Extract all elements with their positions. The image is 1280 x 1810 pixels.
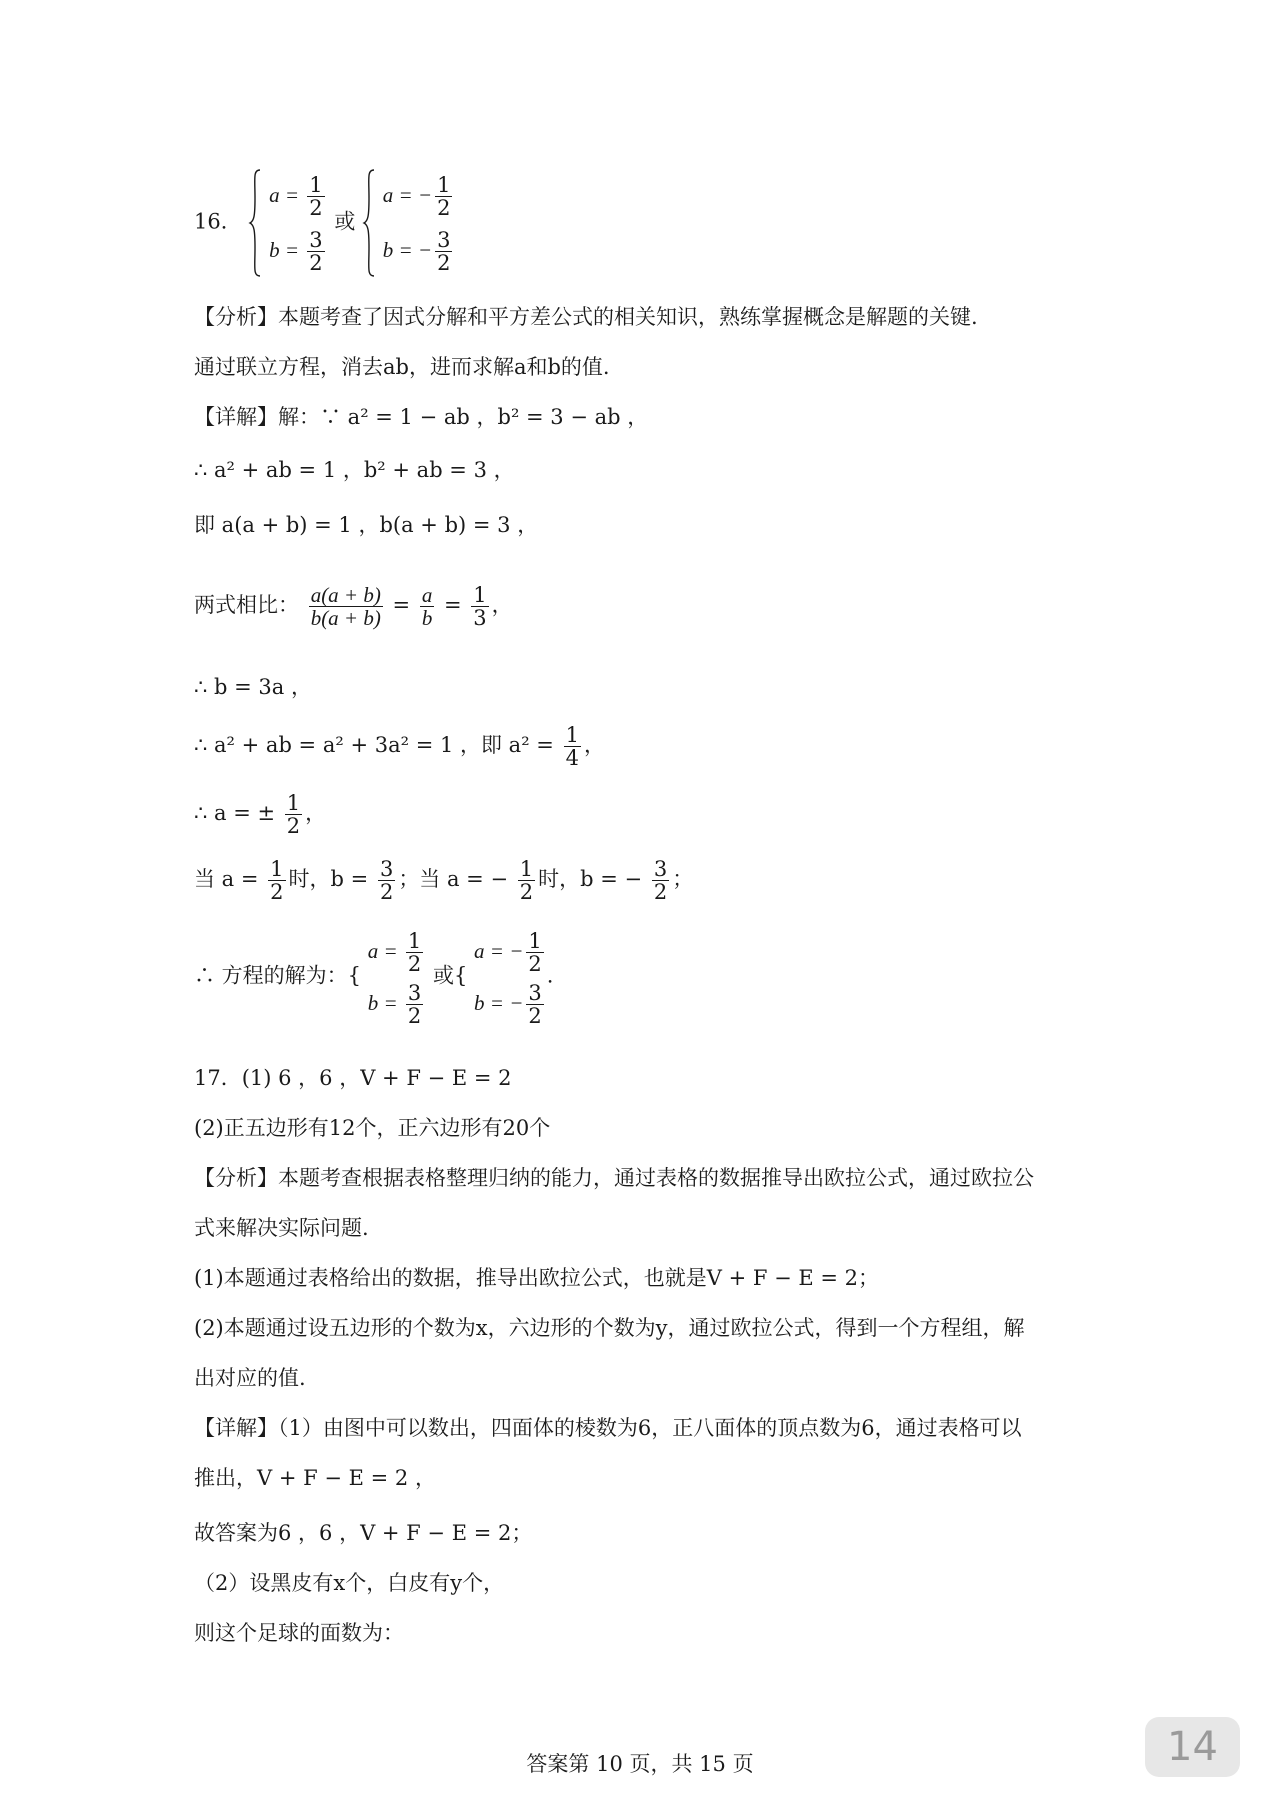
q17-answer-2: (2)正五边形有12个，正六边形有20个 bbox=[194, 1116, 551, 1140]
left-brace-icon bbox=[248, 168, 262, 278]
or-text: 或 bbox=[334, 209, 356, 234]
q17-analysis-2: 式来解决实际问题. bbox=[194, 1216, 369, 1240]
q16-cases: 当 a = $\frac{1}{2}$ 时，b = $\frac{3}{2}$ ；当 a = − $\frac{1}{2}$ 时，b = − $\frac{3}{2}$ ； bbox=[194, 857, 694, 905]
q16-analysis: 【分析】本题考查了因式分解和平方差公式的相关知识，熟练掌握概念是解题的关键. bbox=[194, 305, 978, 329]
q16-detail-1: 【详解】解：∵ a² = 1 − ab ，b² = 3 − ab ， bbox=[194, 405, 649, 429]
q16-ratio: 两式相比： $\frac{a(a + b)}{b(a + b)}$ = $\frac{a}{b}$ = $\frac{1}{3}$ ， bbox=[194, 583, 513, 631]
q17-answer-1: 17．(1) 6 ，6 ，V + F − E = 2 bbox=[194, 1066, 512, 1090]
q16-detail-3: 即 a(a + b) = 1 ，b(a + b) = 3 ， bbox=[194, 513, 539, 537]
q16-detail-5: ∴ b = 3a ， bbox=[194, 675, 312, 699]
q17-detail-5: 则这个足球的面数为： bbox=[194, 1621, 404, 1645]
page-number-badge: 14 bbox=[1145, 1717, 1240, 1777]
q17-detail-2: 推出，V + F − E = 2 ， bbox=[194, 1466, 436, 1490]
q16-answer bbox=[194, 168, 455, 278]
q17-point-2b: 出对应的值. bbox=[194, 1366, 306, 1390]
q16-final: ∴ 方程的解为：{ a = $\frac{1}{2}$ b = $\frac{3}{2}$ 或{ a = − $\frac{1}{2}$ b = − $\frac{3}{2}$ . bbox=[194, 928, 554, 1028]
q17-point-1: (1)本题通过表格给出的数据，推导出欧拉公式，也就是V + F − E = 2； bbox=[194, 1266, 880, 1290]
q17-point-2a: (2)本题通过设五边形的个数为x，六边形的个数为y，通过欧拉公式，得到一个方程组，解 bbox=[194, 1316, 1025, 1340]
q17-detail-1: 【详解】（1）由图中可以数出，四面体的棱数为6，正八面体的顶点数为6，通过表格可以 bbox=[194, 1416, 1022, 1440]
q17-analysis-1: 【分析】本题考查根据表格整理归纳的能力，通过表格的数据推导出欧拉公式，通过欧拉公 bbox=[194, 1166, 1034, 1190]
q16-detail-2: ∴ a² + ab = 1 ，b² + ab = 3 ， bbox=[194, 458, 515, 482]
q16-detail-7: ∴ a = ± $\frac{1}{2}$ ， bbox=[194, 791, 327, 839]
left-brace-icon bbox=[362, 168, 376, 278]
q16-detail-6: ∴ a² + ab = a² + 3a² = 1 ，即 a² = $\frac{1}{4}$ ， bbox=[194, 723, 605, 771]
q17-detail-3: 故答案为6 ，6 ，V + F − E = 2； bbox=[194, 1521, 533, 1545]
page-footer: 答案第 10 页，共 15 页 bbox=[526, 1752, 754, 1776]
q16-system-2: a = − $\frac{1}{2}$ b = − $\frac{3}{2}$ bbox=[362, 168, 455, 278]
q17-detail-4: （2）设黑皮有x个，白皮有y个， bbox=[194, 1571, 505, 1595]
q16-system-1: a = $\frac{1}{2}$ b = $\frac{3}{2}$ bbox=[248, 168, 327, 278]
q16-approach: 通过联立方程，消去ab，进而求解a和b的值. bbox=[194, 355, 610, 379]
q16-label: 16． bbox=[194, 209, 242, 234]
